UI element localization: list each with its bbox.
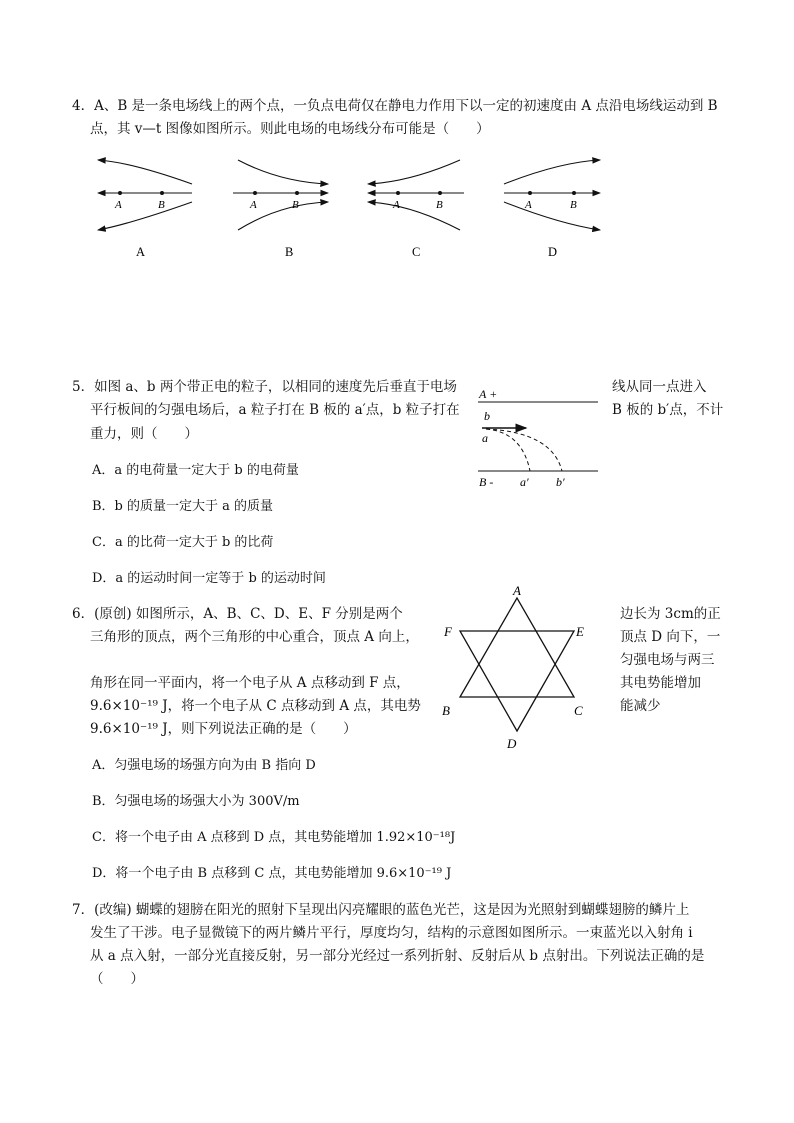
q4-d-label-a: A [525,199,532,211]
q4-diagram-b [233,160,328,230]
q5-line-2-right: B 板的 b′点，不计 [612,402,724,418]
q7-line-1: 7．(改编) 蝴蝶的翅膀在阳光的照射下呈现出闪亮耀眼的蓝色光芒，这是因为光照射到蝴蝶翅膀的鳞片上 [72,902,690,918]
q5-plate-a-label: A + [479,387,498,401]
q7-line-4: （ ） [90,971,144,987]
q4-c-label-b: B [436,199,443,211]
q6-triangle-down [460,631,574,731]
q5-option-a: A．a 的电荷量一定大于 b 的电荷量 [92,463,299,478]
q4-b-label-b: B [292,199,299,211]
q4-c-label-a: A [393,199,400,211]
q5-plate-figure [474,380,604,492]
q4-a-label-b: B [158,199,165,211]
q5-b-prime-label: b′ [556,475,565,489]
q4-choice-b-label: B [285,245,294,259]
q4-diagram-a [98,160,192,230]
q4-d-point-a [528,191,532,195]
q5-trajectory-b [486,429,562,471]
q5-particle-a-label: a [482,431,488,445]
q4-c-point-a [396,191,400,195]
q5-option-b: B．b 的质量一定大于 a 的质量 [92,499,274,514]
q6-line-2-right: 顶点 D 向下，一 [620,629,721,645]
q4-b-label-a: A [250,199,257,211]
q5-line-2: 平行板间的匀强电场后，a 粒子打在 B 板的 a′点，b 粒子打在 [90,402,460,418]
q4-line-1: 4．A、B 是一条电场线上的两个点，一负点电荷仅在静电力作用下以一定的初速度由 A 点沿电场线运动到 B [72,98,718,114]
q4-d-label-b: B [570,199,577,211]
q4-diagram-c [368,160,464,230]
q5-option-c: C．a 的比荷一定大于 b 的比荷 [92,535,274,550]
q4-diagram-d [504,160,600,230]
q5-option-d: D．a 的运动时间一定等于 b 的运动时间 [92,571,326,586]
q6-vertex-e: E [576,624,584,639]
q4-d-point-b [572,191,576,195]
q6-vertex-d: D [507,736,517,751]
q6-line-2: 三角形的顶点，两个三角形的中心重合，顶点 A 向上， [90,629,419,645]
q6-vertex-a: A [513,583,521,598]
q6-option-d: D．将一个电子由 B 点移到 C 点，其电势能增加 9.6×10⁻¹⁹ J [92,866,452,881]
q5-particle-b-label: b [484,409,490,423]
q5-line-1: 5．如图 a、b 两个带正电的粒子，以相同的速度先后垂直于电场 [72,379,457,395]
q6-vertex-c: C [574,703,583,718]
q6-line-5: 9.6×10⁻¹⁹ J，则下列说法正确的是（ ） [90,721,357,737]
q4-b-point-a [253,191,257,195]
q4-a-point-b [160,191,164,195]
q7-line-3: 从 a 点入射，一部分光直接反射，另一部分光经过一系列折射、反射后从 b 点射出。下列说法正确的是 [90,948,705,964]
q6-line-2b-right: 匀强电场与两三 [620,652,715,668]
q6-triangle-up [460,598,574,697]
q4-choice-d-label: D [548,245,558,259]
q5-plate-b-label: B - [479,475,494,489]
q6-line-4-right: 能减少 [620,698,661,714]
q5-line-1-right: 线从同一点进入 [612,379,707,395]
q4-choice-a-label: A [136,245,146,259]
q6-hexagram-figure [438,582,598,752]
q4-choice-c-label: C [412,245,421,259]
q4-field-line-figures [90,152,610,264]
q6-option-c: C．将一个电子由 A 点移到 D 点，其电势能增加 1.92×10⁻¹⁸J [92,830,456,845]
q6-vertex-b: B [442,703,450,718]
q6-line-4: 9.6×10⁻¹⁹ J，将一个电子从 C 点移动到 A 点，其电势 [90,698,421,714]
q6-option-b: B．匀强电场的场强大小为 300V/m [92,794,300,809]
q6-option-a: A．匀强电场的场强方向为由 B 指向 D [92,758,316,773]
q4-line-2: 点，其 v—t 图像如图所示。则此电场的电场线分布可能是（ ） [90,121,490,137]
q6-vertex-f: F [444,624,452,639]
q7-line-2: 发生了干涉。电子显微镜下的两片鳞片平行，厚度均匀，结构的示意图如图所示。一束蓝光以入射角 i [90,925,693,941]
q6-line-1-right: 边长为 3cm的正 [620,606,721,622]
q4-a-point-a [118,191,122,195]
q6-line-3: 角形在同一平面内，将一个电子从 A 点移动到 F 点， [90,675,410,691]
q4-a-label-a: A [115,199,122,211]
q5-line-3: 重力，则（ ） [90,426,198,442]
q5-a-prime-label: a′ [520,475,529,489]
q6-line-3-right: 其电势能增加 [620,675,701,691]
q6-line-1: 6．(原创) 如图所示，A、B、C、D、E、F 分别是两个 [72,606,403,622]
q4-b-point-b [295,191,299,195]
q4-c-point-b [438,191,442,195]
